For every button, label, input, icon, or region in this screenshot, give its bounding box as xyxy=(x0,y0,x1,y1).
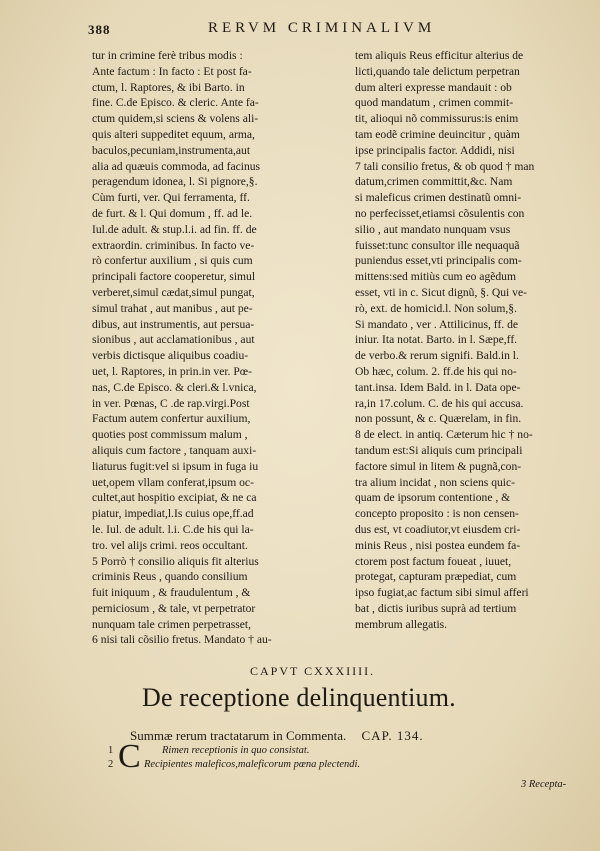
text-line: verbis dictisque aliquibus coadiu- xyxy=(92,349,249,363)
chapter-heading: De receptione delinquentium. xyxy=(142,683,456,712)
text-line: Factum autem confertur auxilium, xyxy=(92,412,251,426)
text-line: fuit iniquum , & fraudulentum , & xyxy=(92,586,251,600)
text-line: ctum quidem,si sciens & volens ali- xyxy=(92,112,259,126)
left-column xyxy=(92,48,342,648)
text-line: sionibus , aut acclamationibus , aut xyxy=(92,333,255,347)
text-line: criminis Reus , quando consilium xyxy=(92,570,248,584)
text-line: quoties post commissum malum , xyxy=(92,428,248,442)
text-line: Ante factum : In facto : Et post fa- xyxy=(92,64,252,78)
catchword: 3 Recepta- xyxy=(521,779,567,790)
summary-entry xyxy=(108,744,360,758)
text-line: peragendum idonea, l. Si pignore,§. xyxy=(92,175,258,189)
text-line: le. Iul. de adult. l.i. C.de his qui la- xyxy=(92,522,254,536)
text-line: ctorem post factum foueat , iuuet, xyxy=(355,554,512,568)
text-line: tandum est:Si aliquis cum principali xyxy=(355,443,523,457)
text-line: fuisset:tunc consultor ille nequaquã xyxy=(355,238,520,252)
text-line: liaturus fugit:vel si ipsum in fuga iu xyxy=(92,459,259,473)
text-line: ctum, l. Raptores, & ibi Barto. in xyxy=(92,80,245,94)
text-line: tur in crimine ferè tribus modis : xyxy=(92,49,243,62)
text-line: alia ad quæuis commoda, ad facinus xyxy=(92,159,261,173)
text-line: ipse principalis factor. Addidi, nisi xyxy=(355,143,515,157)
entry-text: Recipientes maleficos,maleficorum pœna plectendi. xyxy=(144,759,361,770)
text-line: ipso fugiat,ac factum sibi simul afferi xyxy=(355,586,529,600)
right-column xyxy=(355,48,590,632)
text-line: de verbo.& rerum signifi. Bald.in l. xyxy=(355,349,519,363)
text-line: tam eodẽ crimine deuincitur , quàm xyxy=(355,127,520,141)
text-line: licti,quando tale delictum perpetran xyxy=(355,64,520,78)
text-line: 5 Porrò † consilio aliquis fit alterius xyxy=(92,554,259,568)
entry-text: Rimen receptionis in quo consistat. xyxy=(162,745,310,756)
page-number: 388 xyxy=(88,22,111,37)
text-line: silio , aut mandato nunquam vsus xyxy=(355,222,511,236)
text-line: iniur. Ita notat. Barto. in l. Sæpe,ff. xyxy=(355,333,518,347)
text-line: no perfecisset,etiamsi cõsulentis con xyxy=(355,206,525,220)
text-line: dibus, aut instrumentis, aut persua- xyxy=(92,317,255,331)
text-line: non possunt, & c. Quærelam, in fin. xyxy=(355,412,522,426)
text-line: verberet,simul cædat,simul pungat, xyxy=(92,285,255,299)
summary-cap: CAP. 134. xyxy=(361,728,424,743)
text-line: membrum allegatis. xyxy=(355,617,448,631)
entry-number: 2 xyxy=(108,759,114,770)
text-line: Ob hæc, colum. 2. ff.de his qui no- xyxy=(355,364,517,378)
text-line: tro. vel alijs crimi. reos occultant. xyxy=(92,538,248,552)
text-line: principali factore cooperetur, simul xyxy=(92,270,256,284)
text-line: cultet,aut hospitio excipiat, & ne ca xyxy=(92,491,257,505)
text-line: baculos,pecuniam,instrumenta,aut xyxy=(92,143,251,157)
text-line: factore simul in litem & pugnã,con- xyxy=(355,459,522,473)
text-line: in ver. Pœnas, C .de rap.virgi.Post xyxy=(92,396,250,410)
summary-text: Summæ rerum tractatarum in Commenta. xyxy=(130,728,347,743)
summary-entries xyxy=(108,738,361,775)
initial-letter: C xyxy=(118,738,141,775)
text-line: ra,in 17.colum. C. de his qui accusa. xyxy=(355,396,524,410)
text-line: minis Reus , nisi postea eundem fa- xyxy=(355,538,521,552)
summary-entry xyxy=(108,758,360,772)
text-line: Cùm furti, ver. Qui ferramenta, ff. xyxy=(92,191,250,205)
text-line: quis alteri suppeditet equum, arma, xyxy=(92,127,255,141)
text-line: piatur, impediat,l.Is cuius ope,ff.ad xyxy=(92,507,254,521)
text-line: protegat, capturam præpediat, cum xyxy=(355,570,517,584)
text-line: puniendus esset,vti principalis com- xyxy=(355,254,522,268)
text-line: perniciosum , & tale, vt perpetrator xyxy=(92,601,256,615)
text-line: nunquam tale crimen perpetrasset, xyxy=(92,617,252,631)
text-line: aliquis cum factore , tanquam auxi- xyxy=(92,443,257,457)
text-line: esset, vti in c. Sicut dignũ, §. Qui ve- xyxy=(355,285,527,299)
running-head: RERVM CRIMINALIVM xyxy=(208,20,436,36)
text-line: bat , dictis iuribus suprà ad tertium xyxy=(355,601,517,615)
text-line: tra alium incidat , non sciens quic- xyxy=(355,475,516,489)
text-line: extraordin. criminibus. In facto ve- xyxy=(92,238,255,252)
text-line: quod mandatum , crimen commit- xyxy=(355,96,514,110)
text-line: si maleficus crimen destinatũ omni- xyxy=(355,191,522,205)
text-line: datum,crimen committit,&c. Nam xyxy=(355,175,513,189)
text-line: rò, ext. de homicid.l. Non solum,§. xyxy=(355,301,517,315)
text-line: uet, l. Raptores, in prin.in ver. Pœ- xyxy=(92,364,253,378)
text-line: Si mandato , ver . Attilicinus, ff. de xyxy=(355,317,519,331)
text-line: de furt. & l. Qui domum , ff. ad le. xyxy=(92,206,253,220)
text-line: fine. C.de Episco. & cleric. Ante fa- xyxy=(92,96,259,110)
text-line: 8 de elect. in antiq. Cæterum hic † no- xyxy=(355,428,533,442)
text-line: 7 tali consilio fretus, & ob quod † man xyxy=(355,159,535,173)
text-line: concepto proposito : is non censen- xyxy=(355,507,519,521)
text-line: Iul.de adult. & stup.l.i. ad fin. ff. de xyxy=(92,222,257,236)
text-line: quam de ipsorum contentione , & xyxy=(355,491,511,505)
text-line: tit, alioqui nõ commissurus:is enim xyxy=(355,112,519,126)
text-line: dum alteri expresse mandauit : ob xyxy=(355,80,512,94)
text-line: uet,opem vllam conferat,ipsum oc- xyxy=(92,475,254,489)
text-line: tant.insa. Idem Bald. in l. Data ope- xyxy=(355,380,521,394)
chapter-summary xyxy=(130,728,424,744)
text-line: tem aliquis Reus efficitur alterius de xyxy=(355,49,524,62)
text-line: dus est, vt coadiutor,vt eiusdem cri- xyxy=(355,522,521,536)
text-line: nas, C.de Episco. & cleri.& l.vnica, xyxy=(92,380,257,394)
text-line: rò confertur auxilium , si quis cum xyxy=(92,254,253,268)
page-header xyxy=(88,20,560,44)
text-line: mittens:sed mitiùs cum eo agẽdum xyxy=(355,270,516,284)
text-line: simul trahat , aut manibus , aut pe- xyxy=(92,301,253,315)
chapter-label: CAPVT CXXXIIII. xyxy=(250,664,376,678)
text-line: 6 nisi tali cõsilio fretus. Mandato † au- xyxy=(92,633,272,647)
entry-number: 1 xyxy=(108,745,114,756)
